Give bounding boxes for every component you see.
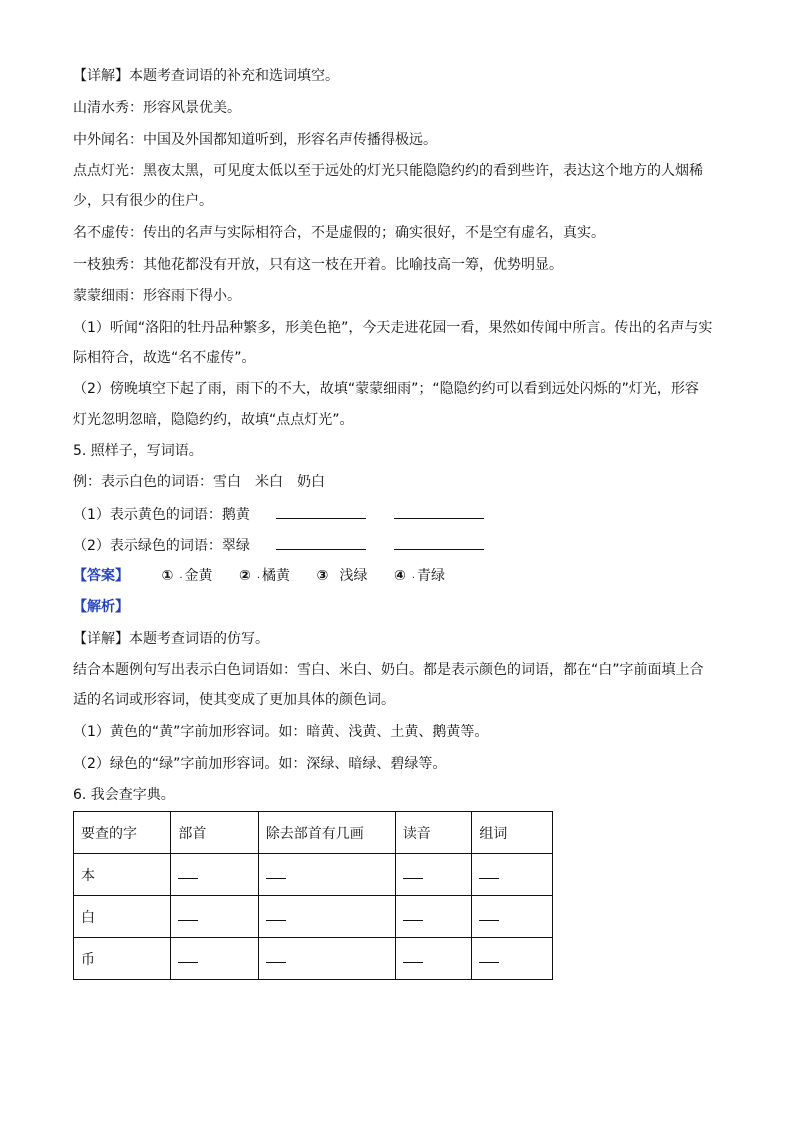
table-header: 读音 [395,812,472,854]
table-header: 除去部首有几画 [258,812,395,854]
explain-heading: 【详解】本题考查词语的补充和选词填空。 [73,68,339,84]
definition-line: 中外闻名：中国及外国都知道听到，形容名声传播得极远。 [73,132,437,148]
table-header: 部首 [171,812,258,854]
answer-item: ② . 橘黄 [238,568,290,584]
definition-line: 少，只有很少的住户。 [73,193,213,209]
answer-item: ① . 金黄 [161,568,213,584]
analysis-label: 【解析】 [73,599,129,615]
explanation-line: 灯光忽明忽暗，隐隐约约，故填“点点灯光”。 [73,412,354,428]
blank-cell [395,854,472,896]
definition-line: 点点灯光：黑夜太黑，可见度太低以至于远处的灯光只能隐隐约约的看到些许，表达这个地方的人烟稀 [73,163,703,179]
explanation-line: （2）绿色的“绿”字前加形容词。如：深绿、暗绿、碧绿等。 [73,756,447,772]
question-5-sub1: （1）表示黄色的词语：鹅黄 [73,504,484,525]
character-cell: 币 [74,938,171,980]
blank-cell [395,896,472,938]
blank-cell [472,854,553,896]
answer-blank [394,535,484,550]
definition-line: 一枝独秀：其他花都没有开放，只有这一枝在开着。比喻技高一筹，优势明显。 [73,257,563,273]
answer-label: 【答案】 [73,568,129,584]
definition-line: 名不虚传：传出的名声与实际相符合，不是虚假的；确实很好，不是空有虚名，真实。 [73,225,605,241]
question-5-example: 例：表示白色的词语：雪白 米白 奶白 [73,474,325,490]
explain-heading: 【详解】本题考查词语的仿写。 [73,631,269,647]
answer-blank [276,504,366,519]
dictionary-table [73,811,553,980]
blank-cell [472,896,553,938]
table-row [74,938,553,980]
explanation-line: （1）听闻“洛阳的牡丹品种繁多，形美色艳”，今天走进花园一看，果然如传闻中所言。传出的名声与实 [73,320,713,336]
definition-line: 山清水秀：形容风景优美。 [73,100,241,116]
question-6-title: 6. 我会查字典。 [73,787,175,803]
blank-cell [171,938,258,980]
definition-line: 蒙蒙细雨：形容雨下得小。 [73,288,241,304]
answer-line [73,566,459,586]
explanation-line: 结合本题例句写出表示白色词语如：雪白、米白、奶白。都是表示颜色的词语，都在“白”字前面填上合 [73,662,704,678]
question-5-title: 5. 照样子，写词语。 [73,443,203,459]
answer-blank [394,504,484,519]
explanation-line: （1）黄色的“黄”字前加形容词。如：暗黄、浅黄、土黄、鹅黄等。 [73,724,489,740]
blank-cell [258,938,395,980]
character-cell: 白 [74,896,171,938]
explanation-line: （2）傍晚填空下起了雨，雨下的不大，故填“蒙蒙细雨”；“隐隐约约可以看到远处闪烁的”灯光，形容 [73,381,699,397]
answer-item: ③ 浅绿 [316,568,368,584]
blank-cell [171,896,258,938]
table-header: 组词 [472,812,553,854]
answer-item: ④ . 青绿 [393,568,445,584]
blank-cell [395,938,472,980]
question-5-sub2: （2）表示绿色的词语：翠绿 [73,535,484,556]
answer-blank [276,535,366,550]
blank-cell [258,854,395,896]
table-row [74,896,553,938]
explanation-line: 际相符合，故选“名不虚传”。 [73,350,256,366]
blank-cell [472,938,553,980]
blank-cell [258,896,395,938]
character-cell: 本 [74,854,171,896]
table-header: 要查的字 [74,812,171,854]
table-row [74,854,553,896]
explanation-line: 适的名词或形容词，使其变成了更加具体的颜色词。 [73,692,395,708]
table-header-row [74,812,553,854]
blank-cell [171,854,258,896]
